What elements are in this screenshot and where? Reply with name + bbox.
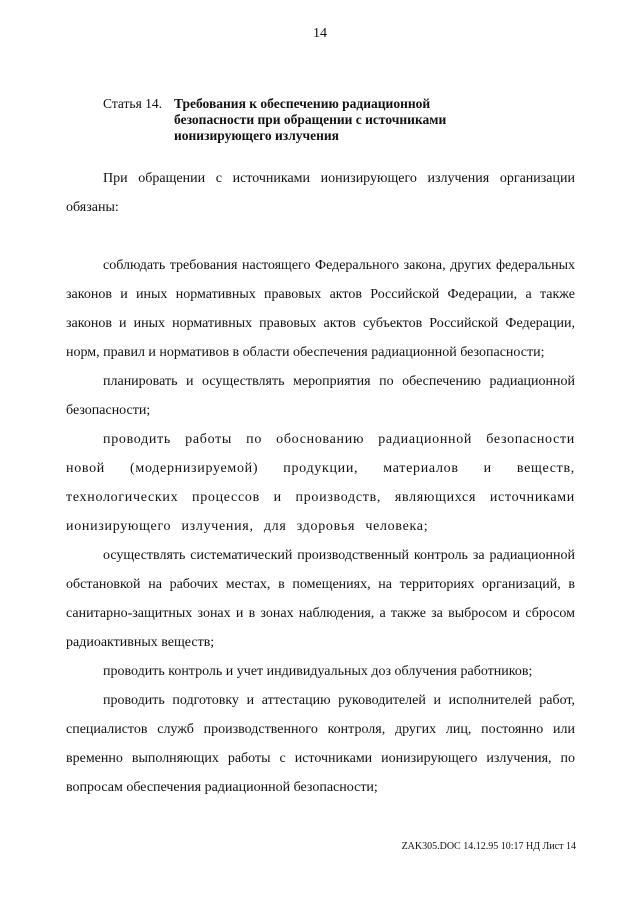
body-paragraph: соблюдать требования настоящего Федерального закона, других федеральных законов и иных нормативных правовых актов Российской Федерации, а также законов и иных нормативных правовых актов субъектов Российской Федерации, норм, правил и нормативов в области обеспечения радиационной безопасности; <box>66 258 575 360</box>
page-number: 14 <box>313 26 327 41</box>
document-footer: ZAK305.DOC 14.12.95 10:17 НД Лист 14 <box>401 841 576 852</box>
article-title-line: безопасности при обращении с источниками <box>174 112 447 127</box>
body-paragraph: При обращении с источниками ионизирующего излучения организации обязаны: <box>66 171 575 215</box>
article-label: Статья 14. <box>103 96 163 111</box>
body-paragraph: планировать и осуществлять мероприятия по обеспечению радиационной безопасности; <box>66 374 575 418</box>
body-paragraph: проводить подготовку и аттестацию руководителей и исполнителей работ, специалистов служб производственного контроля, других лиц, постоянно или временно выполняющих работы с источниками ионизирующего излучения, по вопросам обеспечения радиационной безопасности; <box>66 693 575 795</box>
article-body <box>66 164 575 802</box>
article-title-line: Требования к обеспечению радиационной <box>174 96 431 111</box>
body-paragraph: проводить работы по обоснованию радиационной безопасности новой (модернизируемой) продукции, материалов и веществ, технологических процессов и производств, являющихся источниками ионизирующего излучения, для здоровья человека; <box>66 432 575 534</box>
body-paragraph: проводить контроль и учет индивидуальных доз облучения работников; <box>103 664 533 679</box>
article-title-line: ионизирующего излучения <box>174 128 339 143</box>
article-title <box>174 96 514 144</box>
body-paragraph: осуществлять систематический производственный контроль за радиационной обстановкой на рабочих местах, в помещениях, на территориях организаций, в санитарно-защитных зонах и в зонах наблюдения, а также за выбросом и сбросом радиоактивных веществ; <box>66 548 575 650</box>
